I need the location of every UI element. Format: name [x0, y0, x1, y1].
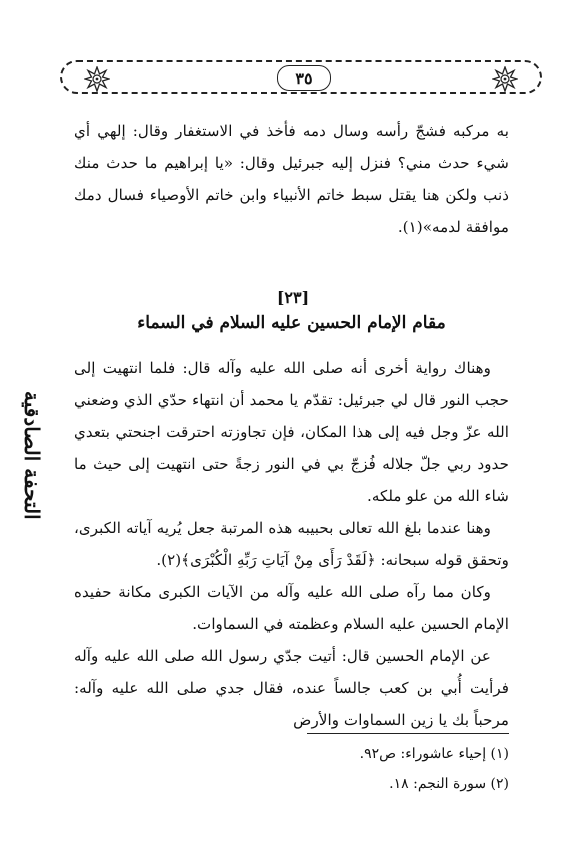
book-title-sidebar: [10, 370, 54, 540]
body-paragraph: وهنا عندما بلغ الله تعالى بحبيبه هذه المرتبة جعل يُريه آياته الكبرى، وتحقق قوله سبحانه: ﴿لَقَدْ رَأَى مِنْ آيَاتِ رَبِّهِ الْكُبْرَى﴾(٢).: [74, 519, 509, 569]
footnote-separator: [307, 733, 509, 734]
page-number-box: [277, 65, 331, 91]
page-number: ٣٥: [295, 68, 313, 88]
page-header-frame: [60, 60, 542, 94]
section-number: [٢٣]: [276, 288, 310, 307]
section-body: [74, 352, 509, 736]
body-paragraph: وهناك رواية أخرى أنه صلى الله عليه وآله قال: فلما انتهيت إلى حجب النور قال لي جبرئيل: تقدّم يا محمد أن انتهاء حدّي الذي وضعني الله عزّ وجل فيه إلى هذا المكان، فإن تجاوزته احترقت اجنحتي بتعدي حدود ربي جلّ جلاله فُزجّ بي في النور زجةً حتى انتهيت إلى حيث ما شاء الله من علو ملكه.: [74, 359, 509, 505]
book-title: التحفة الصادقية: [20, 390, 44, 520]
body-paragraph: عن الإمام الحسين قال: أتيت جدّي رسول الله صلى الله عليه وآله فرأيت أُبي بن كعب جالساً عنده، فقال جدي صلى الله عليه وآله: مرحباً بك يا زين السماوات والأرض: [74, 647, 509, 729]
section-title: مقام الإمام الحسين عليه السلام في السماء: [137, 313, 446, 333]
ornament-star-icon: [492, 66, 518, 92]
footnote: (١) إحياء عاشوراء: ص٩٢.: [359, 746, 509, 762]
footnotes: [74, 739, 509, 799]
footnote: (٢) سورة النجم: ١٨.: [389, 776, 509, 792]
intro-paragraph: به مركبه فشجّ رأسه وسال دمه فأخذ في الاستغفار وقال: إلهي أي شيء حدث مني؟ فنزل إليه جبرئيل وقال: «يا إبراهيم ما حدث منك ذنب ولكن هنا يقتل سبط خاتم الأنبياء وابن خاتم الأوصياء فسال دمك موافقة لدمه»(١).: [74, 122, 509, 236]
intro-text: [74, 115, 509, 243]
ornament-star-icon: [84, 66, 110, 92]
body-paragraph: وكان مما رآه صلى الله عليه وآله من الآيات الكبرى مكانة حفيده الإمام الحسين عليه السلام وعظمته في السماوات.: [74, 583, 509, 633]
